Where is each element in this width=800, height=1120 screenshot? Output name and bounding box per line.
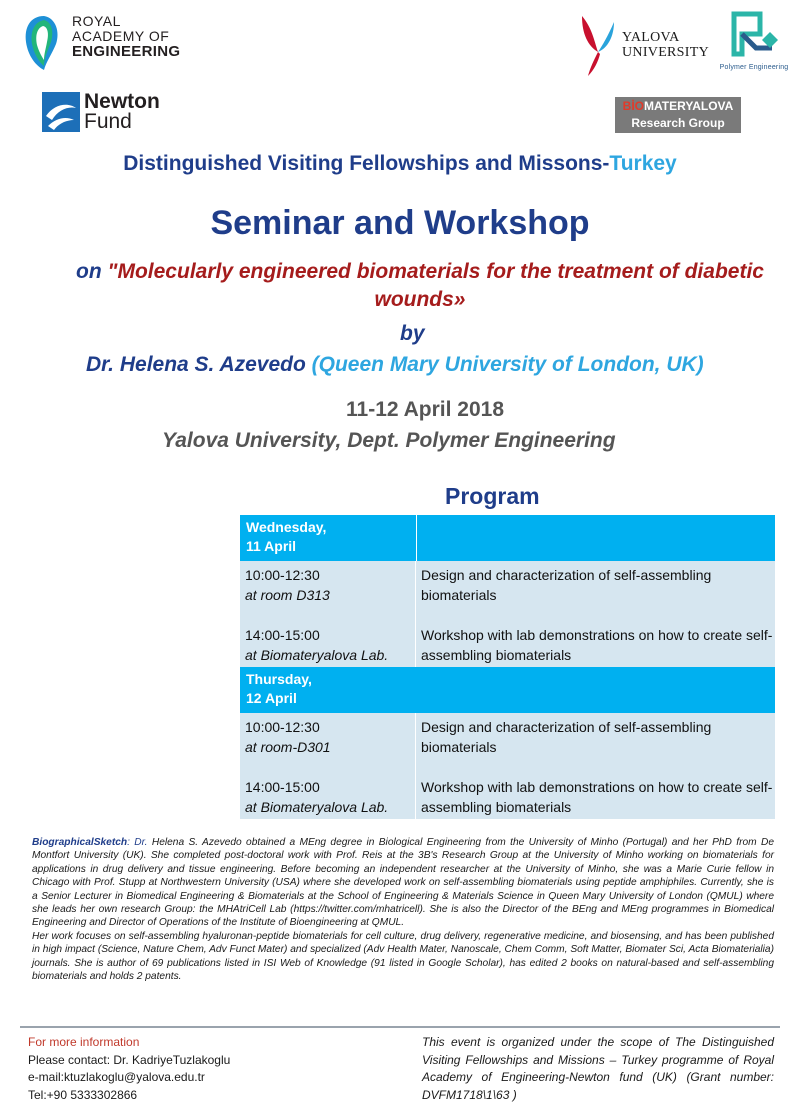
program-title: Program	[445, 483, 540, 509]
session-title: Design and characterization of self-assembling biomaterials	[421, 567, 712, 603]
contact-info	[28, 1034, 230, 1104]
by-label: by	[400, 322, 425, 345]
day-header-thursday	[240, 667, 775, 713]
contact-name: Please contact: Dr. KadriyeTuzlakoglu	[28, 1052, 231, 1067]
yalova-university-logo	[578, 12, 708, 78]
event-type-title: Seminar and Workshop	[210, 204, 590, 242]
rae-line3: ENGINEERING	[72, 43, 181, 60]
bio-paragraph-1: Helena S. Azevedo obtained a MEng degree in Biological Engineering from the University of Minho (Portugal) and her PhD from De Montfort University (UK). She completed post-doctoral work with Prof. Reis at the 3B's Research Group at the University of Minho working on biomaterials for applications in drug delivery and tissue engineering. Before becoming an independent researcher at the University of Minho, she was a Marie Curie fellow in Chicago with Prof. Stupp at Northwestern University (USA) where she developed work on self-assembling biomaterials using peptide amphiphiles. Currently, she is a Senior Lecturer in Biomedical Engineering & Biomaterials at the School of Engineering & Materials Science in Queen Mary University of London (QMUL) where she leads her own research Group: the MHAtriCell Lab (https://twitter.com/mhatricell). She is also the Director of the BEng and MEng programmes in Biomedical Engineering and Director of Operations of the Institute of Bioengineering at QMUL.	[32, 837, 774, 929]
rae-line1: ROYAL	[72, 13, 121, 29]
bio-paragraph-2: Her work focuses on self-assembling hyaluronan-peptide biomaterials for cell culture, drug delivery, regenerative medicine, and biosensing, and has been published in high impact (Science, Nature Chem, Adv Funct Mater) and specialized (Adv Health Mater, Nanoscale, Chem Comm, Soft Matter, Biomater Sci, Acta Biomaterialia) journals. She is author of 69 publications listed in ISI Web of Knowledge (91 listed in Google Scholar), has edited 2 books on natural-based and self-assembling biomaterials and holds 2 patents.	[32, 930, 774, 983]
session-place: at room-D301	[245, 739, 331, 755]
speaker-line	[86, 353, 704, 377]
session-title: Workshop with lab demonstrations on how to create self-assembling biomaterials	[421, 779, 773, 815]
yalova-leaf-icon	[578, 12, 618, 78]
bio-label: BiographicalSketch	[32, 837, 128, 848]
materyalova-line2: Research Group	[631, 116, 725, 130]
organizer-note: This event is organized under the scope of The Distinguished Visiting Fellowships and Missions – Turkey programme of Royal Academy of Engineering-Newton fund (UK) (Grant number: DVFM1718\1\63 )	[422, 1035, 774, 1102]
speaker-name: Dr. Helena S. Azevedo	[86, 353, 312, 376]
session-time: 10:00-12:30	[245, 567, 320, 583]
table-row	[240, 561, 775, 667]
yalova-line2: UNIVERSITY	[622, 45, 709, 60]
session-title: Design and characterization of self-assembling biomaterials	[421, 719, 712, 755]
session-time: 14:00-15:00	[245, 779, 320, 795]
day-header-wednesday	[240, 515, 775, 561]
royal-academy-emblem-icon	[22, 14, 66, 72]
session-place: at room D313	[245, 587, 330, 603]
day-name: Wednesday,	[246, 519, 327, 535]
day-date: 11 April	[246, 538, 297, 554]
session-title: Workshop with lab demonstrations on how to create self-assembling biomaterials	[421, 627, 773, 663]
session-place: at Biomateryalova Lab.	[245, 647, 389, 663]
biographical-sketch	[32, 836, 774, 983]
session-time: 14:00-15:00	[245, 627, 320, 643]
more-info-label: For more information	[28, 1035, 140, 1049]
footer-divider	[20, 1026, 780, 1028]
polymer-engineering-logo	[712, 10, 796, 76]
speaker-affiliation: (Queen Mary University of London, UK)	[311, 353, 704, 376]
newton-fund-emblem-icon	[42, 92, 80, 132]
materyalova-badge	[615, 97, 741, 133]
materyalova-name: MATERYALOVA	[644, 99, 734, 113]
newton-fund-logo	[42, 92, 182, 134]
contact-email: e-mail:ktuzlakoglu@yalova.edu.tr	[28, 1070, 205, 1084]
bio-lead: : Dr.	[127, 837, 148, 848]
polymer-engineering-emblem-icon	[712, 10, 796, 64]
rae-line2: ACADEMY OF	[72, 28, 170, 44]
fellowship-text: Distinguished Visiting Fellowships and Missons-	[123, 152, 610, 175]
topic-prefix: on	[76, 260, 108, 283]
polymer-label: Polymer Engineering	[719, 64, 789, 71]
fellowship-heading	[0, 152, 800, 176]
event-venue: Yalova University, Dept. Polymer Engineering	[162, 429, 616, 452]
materyalova-prefix: BİO	[622, 99, 644, 113]
event-date: 11-12 April 2018	[346, 398, 504, 421]
newton-line2: Fund	[84, 110, 132, 133]
session-time: 10:00-12:30	[245, 719, 320, 735]
royal-academy-logo	[22, 14, 212, 72]
session-place: at Biomateryalova Lab.	[245, 799, 389, 815]
day-name: Thursday,	[246, 671, 312, 687]
fellowship-country: Turkey	[609, 152, 677, 175]
topic-text: "Molecularly engineered biomaterials for the treatment of diabetic wounds»	[107, 260, 764, 311]
day-date: 12 April	[246, 690, 297, 706]
newton-line1: Newton	[84, 90, 160, 113]
contact-tel: Tel:+90 5333302866	[28, 1087, 138, 1102]
table-row	[240, 713, 775, 819]
topic-heading	[60, 258, 780, 314]
yalova-line1: YALOVA	[622, 30, 680, 45]
